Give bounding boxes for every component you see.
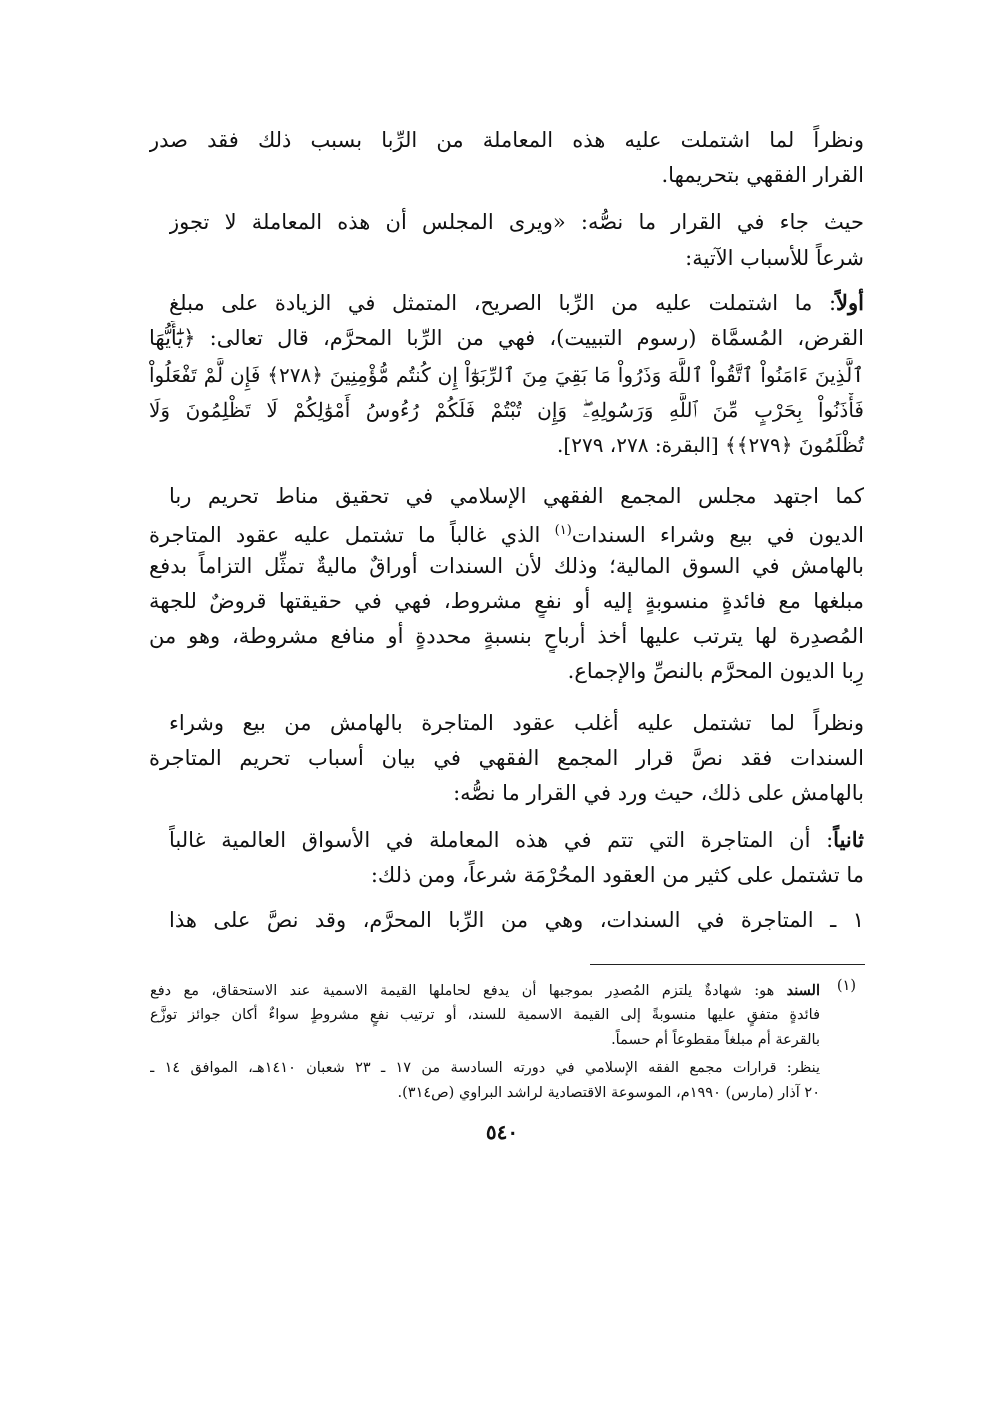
footnote-divider bbox=[590, 964, 865, 965]
text-line: بالهامش على ذلك، حيث ورد في القرار ما نصُّه: bbox=[453, 781, 864, 805]
text-line bbox=[169, 823, 864, 857]
text-line: ما تشتمل على كثير من العقود المحُرْمَة شرعاً، ومن ذلك: bbox=[370, 863, 864, 887]
text: الذي غالباً ما تشتمل عليه عقود المتاجرة bbox=[149, 523, 555, 547]
text-line: بالهامش في السوق المالية؛ وذلك لأن السندات أوراقٌ ماليةٌ تمثِّل التزاماً بدفع bbox=[149, 554, 864, 578]
footnote-line: ٢٠ آذار (مارس) ١٩٩٠م، الموسوعة الاقتصادية لراشد البراوي (ص٣١٤). bbox=[397, 1085, 820, 1101]
quran-line: فَأْذَنُواْ بِحَرْبٍ مِّنَ ٱللَّهِ وَرَسُولِهِۦۖ وَإِن تُبْتُمْ فَلَكُمْ رُءُوسُ أَمْوَٰلِكُمْ لَا تَظْلِمُونَ وَلَا bbox=[149, 398, 864, 422]
text-line bbox=[169, 286, 864, 320]
text: : أن المتاجرة التي تتم في هذه المعاملة في الأسواق العالمية غالباً bbox=[169, 828, 834, 852]
text-line: كما اجتهد مجلس المجمع الفقهي الإسلامي في تحقيق مناط تحريم ربا bbox=[169, 484, 864, 508]
footnote-term: السند bbox=[786, 982, 820, 999]
text-line: حيث جاء في القرار ما نصُّه: «ويرى المجلس أن هذه المعاملة لا تجوز bbox=[169, 210, 864, 234]
text-line: ١ ـ المتاجرة في السندات، وهي من الرِّبا المحرَّم، وقد نصَّ على هذا bbox=[169, 908, 864, 932]
heading-second: ثانياً bbox=[833, 827, 864, 852]
footnote-line bbox=[150, 978, 820, 1003]
quran-line: تُظْلَمُونَ ﴿٢٧٩﴾﴾ [البقرة: ٢٧٨، ٢٧٩]. bbox=[557, 433, 864, 457]
footnote-number: (١) bbox=[836, 978, 856, 994]
footnote-line: ينظر: قرارات مجمع الفقه الإسلامي في دورته السادسة من ١٧ ـ ٢٣ شعبان ١٤١٠هـ، الموافق ١٤ ـ bbox=[150, 1060, 820, 1076]
text: هو: شهادةٌ يلتزم المُصدِر بموجبها أن يدفع لحاملها القيمة الاسمية عند الاستحقاق، مع دفع bbox=[150, 983, 787, 999]
quran-line: ٱلَّذِينَ ءَامَنُواْ ٱتَّقُواْ ٱللَّهَ وَذَرُواْ مَا بَقِيَ مِنَ ٱلرِّبَوٰٓاْ إِن كُنتُم مُّؤْمِنِينَ ﴿٢٧٨﴾ فَإِن لَّمْ تَفْعَلُواْ bbox=[149, 363, 864, 387]
text-line: رِبا الديون المحرَّم بالنصِّ والإجماع. bbox=[567, 659, 864, 683]
page-number: ٥٤٠ bbox=[485, 1120, 519, 1144]
text-line: ونظراً لما اشتملت عليه هذه المعاملة من الرِّبا بسبب ذلك فقد صدر bbox=[149, 128, 864, 152]
text-line bbox=[149, 514, 864, 548]
heading-first: أولاً bbox=[836, 290, 864, 315]
text: : ما اشتملت عليه من الرِّبا الصريح، المتمثل في الزيادة على مبلغ bbox=[169, 291, 837, 315]
text-line: ونظراً لما تشتمل عليه أغلب عقود المتاجرة بالهامش من بيع وشراء bbox=[169, 711, 864, 735]
text-line: السندات فقد نصَّ قرار المجمع الفقهي في بيان أسباب تحريم المتاجرة bbox=[149, 746, 864, 770]
footnote-line: بالقرعة أم مبلغاً مقطوعاً أم حسماً. bbox=[611, 1032, 820, 1048]
text-line: القرض، المُسمَّاة (رسوم التبييت)، فهي من الرِّبا المحرَّم، قال تعالى: ﴿يَٰٓأَيُّهَا bbox=[149, 326, 864, 350]
footnote-ref[interactable]: (١) bbox=[554, 523, 572, 538]
text: الديون في بيع وشراء السندات bbox=[571, 523, 864, 547]
text-line: مبلغها مع فائدةٍ منسوبةٍ إليه أو نفعٍ مشروط، فهي في حقيقتها قروضٌ للجهة bbox=[149, 589, 864, 613]
text-line: القرار الفقهي بتحريمها. bbox=[661, 163, 864, 187]
text-line: شرعاً للأسباب الآتية: bbox=[685, 246, 864, 270]
footnote-line: فائدةٍ متفقٍ عليها منسوبةً إلى القيمة الاسمية للسند، أو ترتيب نفعٍ مشروطٍ سواءٌ أكان جوائز توزَّع bbox=[150, 1007, 820, 1023]
text-line: المُصدِرة لها يترتب عليها أخذ أرباحٍ بنسبةٍ محددةٍ أو منافع مشروطة، وهو من bbox=[149, 624, 864, 648]
